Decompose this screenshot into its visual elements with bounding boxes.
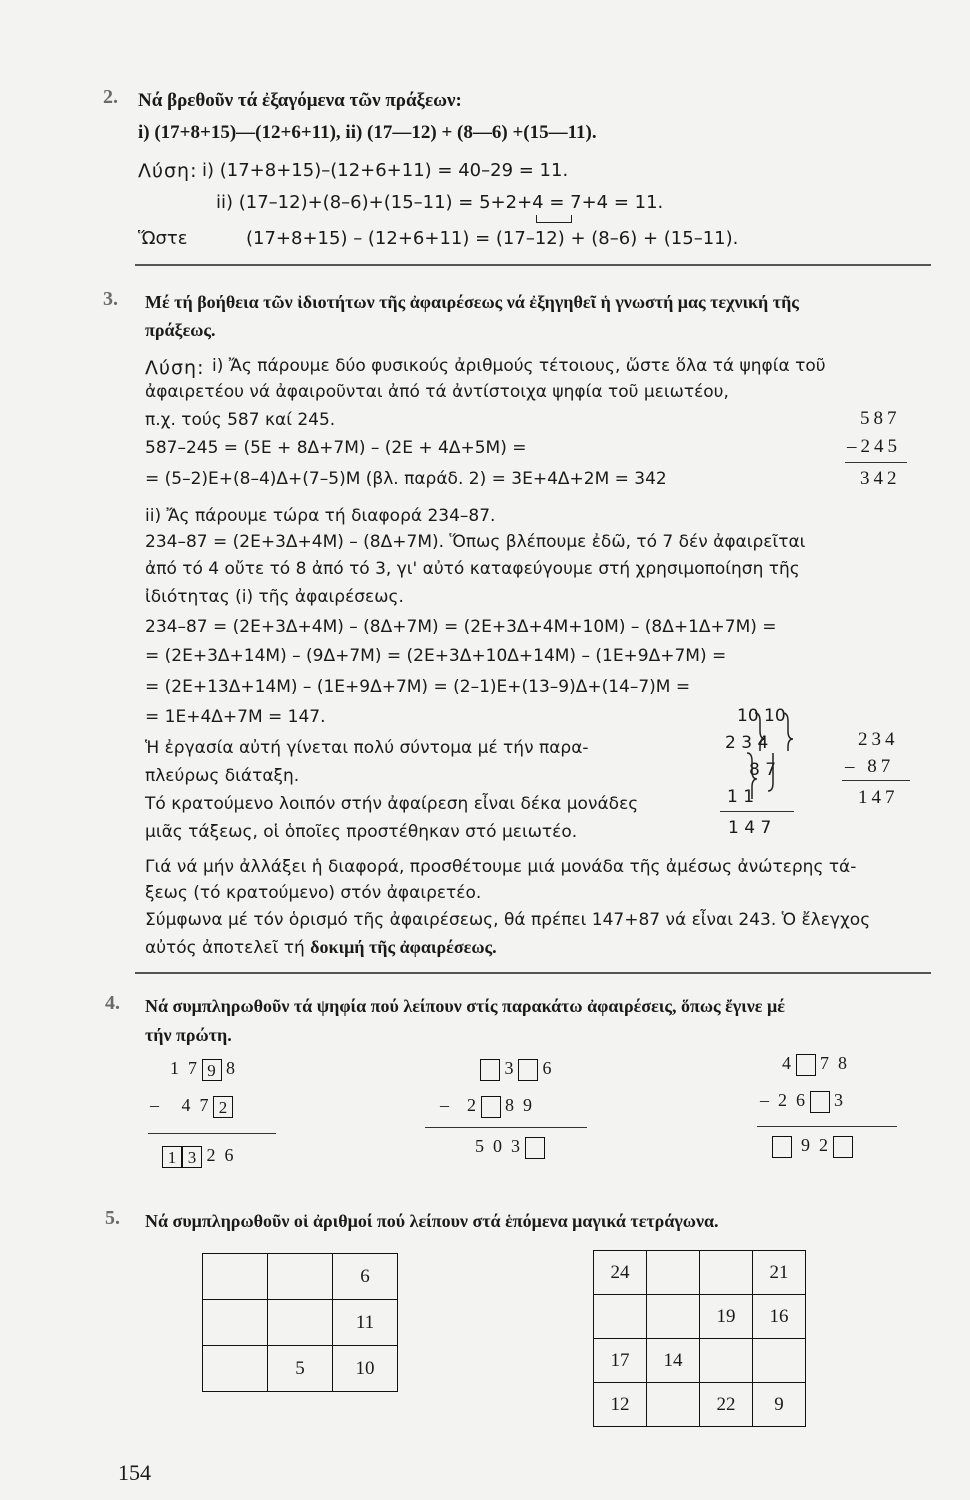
magic-square-cell: 9: [753, 1383, 806, 1427]
carry-diagram-brackets: [745, 707, 805, 807]
ex2-expression: i) (17+8+15)—(12+6+11), ii) (17—12) + (8—6) +(15—11).: [138, 122, 597, 143]
ex3-line11: = (2Ε+3Δ+14Μ) – (9Δ+7Μ) = (2Ε+3Δ+10Δ+14Μ) – (1Ε+9Δ+7Μ) =: [145, 646, 727, 666]
ex2-so-text: (17+8+15) – (12+6+11) = (17–12) + (8–6) + (15–11).: [246, 228, 739, 249]
ex3-line3: π.χ. τούς 587 καί 245.: [145, 410, 336, 430]
empty-digit-box[interactable]: [810, 1091, 830, 1113]
ex3-line19: ξεως (τό κρατούμενο) στόν ἀφαιρετέο.: [145, 883, 482, 903]
ex4-title-line1: Νά συμπληρωθοῦν τά ψηφία πού λείπουν στίς παρακάτω ἀφαιρέσεις, ὅπως ἔγινε μέ: [145, 996, 785, 1016]
magic-square-cell: 17: [594, 1339, 647, 1383]
subtraction-problem-2-row2: – 2 8 9: [440, 1095, 532, 1118]
magic-square-cell: 22: [700, 1383, 753, 1427]
ex3-line1: i) Ἄς πάρουμε δύο φυσικούς ἀριθμούς τέτοιους, ὥστε ὅλα τά ψηφία τοῦ: [212, 356, 826, 376]
magic-square-cell: 6: [333, 1254, 398, 1300]
ex5-number: 5.: [105, 1207, 120, 1229]
empty-digit-box[interactable]: [525, 1137, 545, 1159]
magic-square-4x4: [593, 1250, 806, 1427]
subtraction-problem-1-rule: [148, 1133, 276, 1134]
ex2-solution-label: Λύση:: [138, 160, 198, 182]
magic-square-cell: 10: [333, 1346, 398, 1392]
magic-square-cell[interactable]: [647, 1251, 700, 1295]
magic-square-cell[interactable]: [753, 1339, 806, 1383]
ex3-line7: 234–87 = (2Ε+3Δ+4Μ) – (8Δ+7Μ). Ὅπως βλέπουμε ἐδῶ, τό 7 δέν ἀφαιρεῖται: [145, 532, 806, 552]
column-subtraction-2-result: 147: [858, 787, 899, 808]
magic-square-cell[interactable]: [594, 1295, 647, 1339]
filled-digit-box: 1: [162, 1146, 182, 1168]
ex3-line6: ii) Ἄς πάρουμε τώρα τή διαφορά 234–87.: [145, 506, 496, 526]
magic-square-cell: 12: [594, 1383, 647, 1427]
empty-digit-box[interactable]: [481, 1096, 501, 1118]
magic-square-cell[interactable]: [700, 1251, 753, 1295]
magic-square-cell[interactable]: [647, 1295, 700, 1339]
magic-square-cell[interactable]: [647, 1383, 700, 1427]
column-subtraction-1-rule: [845, 462, 907, 463]
carry-diagram-top: 10 10: [737, 706, 786, 726]
ex2-solution-i: i) (17+8+15)–(12+6+11) = 40–29 = 11.: [202, 160, 569, 181]
filled-digit-box: 3: [182, 1146, 202, 1168]
magic-square-cell[interactable]: [700, 1339, 753, 1383]
ex2-solution-ii: ii) (17–12)+(8–6)+(15–11) = 5+2+4 = 7+4 = 11.: [216, 192, 664, 213]
magic-square-cell[interactable]: [203, 1346, 268, 1392]
ex3-line20: Σύμφωνα μέ τόν ὁρισμό τῆς ἀφαιρέσεως, θά πρέπει 147+87 νά εἶναι 243. Ὁ ἔλεγχος: [145, 910, 871, 930]
magic-square-cell: 24: [594, 1251, 647, 1295]
ex3-line13: = 1Ε+4Δ+7Μ = 147.: [145, 707, 326, 727]
column-subtraction-1-minuend: 587: [860, 408, 901, 429]
empty-digit-box[interactable]: [518, 1059, 538, 1081]
ex3-title-line1: Μέ τή βοήθεια τῶν ἰδιοτήτων τῆς ἀφαιρέσεως νά ἐξηγηθεῖ ἡ γνωστή μας τεχνική τῆς: [145, 292, 799, 312]
subtraction-problem-3-result: 9 2: [772, 1135, 853, 1158]
ex4-number: 4.: [105, 992, 120, 1014]
ex5-title: Νά συμπληρωθοῦν οἱ ἀριθμοί πού λείπουν στά ἑπόμενα μαγικά τετράγωνα.: [145, 1211, 719, 1231]
ex3-line12: = (2Ε+13Δ+14Μ) – (1Ε+9Δ+7Μ) = (2–1)Ε+(13–9)Δ+(14–7)Μ =: [145, 677, 691, 697]
ex3-line9: ἰδιότητας (i) τῆς ἀφαιρέσεως.: [145, 587, 404, 607]
column-subtraction-1-result: 342: [860, 468, 901, 489]
subtraction-problem-3-row1: 4 7 8: [782, 1053, 847, 1076]
ex2-underbrace: [536, 215, 572, 223]
subtraction-check-term: δοκιμή τῆς ἀφαιρέσεως.: [310, 937, 497, 957]
ex3-line2: ἀφαιρετέου νά ἀφαιροῦνται ἀπό τά ἀντίστοιχα ψηφία τοῦ μειωτέου,: [145, 382, 729, 402]
magic-square-cell[interactable]: [268, 1300, 333, 1346]
subtraction-problem-1-row2: – 4 7 2: [150, 1095, 233, 1118]
magic-square-cell: 19: [700, 1295, 753, 1339]
ex3-number: 3.: [103, 288, 118, 310]
magic-square-cell[interactable]: [203, 1300, 268, 1346]
subtraction-problem-2-rule: [425, 1127, 587, 1128]
filled-digit-box: 2: [213, 1096, 233, 1118]
subtraction-problem-2-row1: 3 6: [480, 1058, 552, 1081]
column-subtraction-1-subtrahend: –245: [847, 436, 901, 457]
ex3-line10: 234–87 = (2Ε+3Δ+4Μ) – (8Δ+7Μ) = (2Ε+3Δ+4Μ+10Μ) – (8Δ+1Δ+7Μ) =: [145, 617, 777, 637]
empty-digit-box[interactable]: [772, 1136, 792, 1158]
divider: [135, 264, 931, 266]
empty-digit-box[interactable]: [833, 1136, 853, 1158]
subtraction-problem-3-row2: – 2 6 3: [760, 1090, 843, 1113]
magic-square-cell: 14: [647, 1339, 700, 1383]
empty-digit-box[interactable]: [480, 1059, 500, 1081]
magic-square-3x3: [202, 1253, 398, 1392]
ex3-title-line2: πράξεως.: [145, 320, 216, 340]
ex3-line17: μιᾶς τάξεως, οἱ ὁποῖες προστέθηκαν στό μειωτέο.: [145, 822, 578, 842]
column-subtraction-2-rule: [842, 780, 910, 781]
magic-square-cell[interactable]: [268, 1254, 333, 1300]
ex3-line21-text: αὐτός ἀποτελεῖ τή: [145, 938, 311, 958]
ex3-solution-label: Λύση:: [145, 357, 205, 379]
ex3-line15: πλεύρως διάταξη.: [145, 766, 300, 786]
empty-digit-box[interactable]: [796, 1054, 816, 1076]
carry-diagram-result: 1 4 7: [728, 818, 772, 838]
magic-square-cell: 21: [753, 1251, 806, 1295]
subtraction-problem-2-result: 5 0 3: [475, 1136, 545, 1159]
ex3-line5: = (5–2)Ε+(8–4)Δ+(7–5)Μ (βλ. παράδ. 2) = 3Ε+4Δ+2Μ = 342: [145, 469, 667, 489]
ex2-so-label: Ὥστε: [138, 228, 188, 249]
subtraction-problem-1-result: 1 3 2 6: [162, 1145, 234, 1168]
filled-digit-box: 9: [202, 1059, 222, 1081]
magic-square-cell: 5: [268, 1346, 333, 1392]
page-number: 154: [118, 1460, 151, 1485]
carry-diagram-rule: [720, 811, 794, 812]
ex4-title-line2: τήν πρώτη.: [145, 1025, 232, 1045]
magic-square-cell: 11: [333, 1300, 398, 1346]
subtraction-problem-1-row1: 1 7 9 8: [170, 1058, 235, 1080]
ex2-number: 2.: [103, 86, 118, 108]
ex2-title: Νά βρεθοῦν τά ἐξαγόμενα τῶν πράξεων:: [138, 90, 462, 111]
ex3-line14: Ἡ ἐργασία αὐτή γίνεται πολύ σύντομα μέ τήν παρα-: [145, 738, 589, 758]
ex3-line18: Γιά νά μήν ἀλλάξει ἡ διαφορά, προσθέτουμε μιά μονάδα τῆς ἀμέσως ἀνώτερης τά-: [145, 857, 857, 877]
column-subtraction-2-subtrahend: – 87: [845, 756, 895, 777]
carry-diagram-carries: 1 1: [727, 787, 755, 807]
ex3-line8: ἀπό τό 4 οὔτε τό 8 ἀπό τό 3, γι' αὐτό καταφεύγουμε στή χρησιμοποίηση τῆς: [145, 559, 800, 579]
magic-square-cell: 16: [753, 1295, 806, 1339]
carry-diagram-subtrahend: 8 7: [749, 760, 777, 780]
ex3-line16: Τό κρατούμενο λοιπόν στήν ἀφαίρεση εἶναι δέκα μονάδες: [145, 794, 639, 814]
ex3-line21: [145, 937, 497, 958]
subtraction-problem-3-rule: [757, 1126, 897, 1127]
carry-diagram-digits: 2 3 4: [725, 733, 769, 753]
divider: [135, 972, 931, 974]
column-subtraction-2-minuend: 234: [858, 729, 899, 750]
magic-square-cell[interactable]: [203, 1254, 268, 1300]
ex3-line4: 587–245 = (5Ε + 8Δ+7Μ) – (2Ε + 4Δ+5Μ) =: [145, 438, 527, 458]
